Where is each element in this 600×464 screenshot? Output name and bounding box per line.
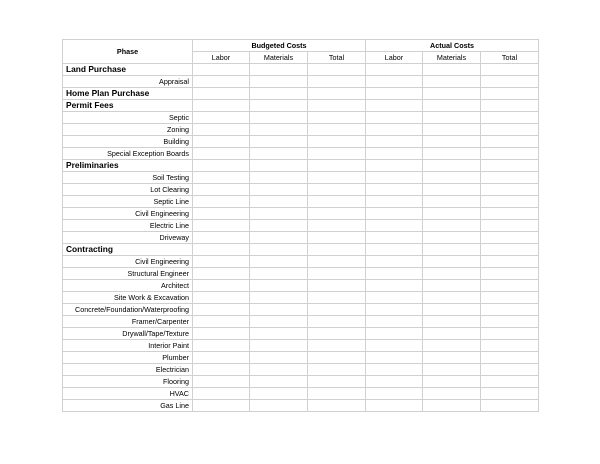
budgeted-total-cell[interactable]	[308, 76, 366, 88]
table-row	[63, 136, 539, 148]
actual-labor-cell[interactable]	[366, 280, 423, 292]
actual-materials-cell[interactable]	[423, 220, 481, 232]
actual-materials-cell[interactable]	[423, 64, 481, 76]
phase-item-cell[interactable]: Building	[63, 136, 193, 148]
phase-item-cell[interactable]: Electric Line	[63, 220, 193, 232]
actual-total-cell[interactable]	[481, 232, 539, 244]
phase-item-cell[interactable]: Site Work & Excavation	[63, 292, 193, 304]
budgeted-total-cell[interactable]	[308, 376, 366, 388]
budgeted-costs-header[interactable]: Budgeted Costs	[193, 40, 366, 52]
phase-item-cell[interactable]: Electrician	[63, 364, 193, 376]
actual-total-cell[interactable]	[481, 244, 539, 256]
phase-item-cell[interactable]: Plumber	[63, 352, 193, 364]
actual-total-cell[interactable]	[481, 100, 539, 112]
budgeted-labor-cell[interactable]	[193, 304, 250, 316]
actual-materials-cell[interactable]	[423, 400, 481, 412]
budgeted-total-cell[interactable]	[308, 328, 366, 340]
actual-total-cell[interactable]	[481, 340, 539, 352]
budgeted-labor-cell[interactable]	[193, 376, 250, 388]
budgeted-total-cell[interactable]	[308, 340, 366, 352]
budgeted-materials-cell[interactable]	[250, 376, 308, 388]
budgeted-materials-cell[interactable]	[250, 340, 308, 352]
sheet-body	[63, 40, 539, 412]
budgeted-labor-cell[interactable]	[193, 292, 250, 304]
budgeted-labor-cell[interactable]	[193, 364, 250, 376]
group-header-row	[63, 40, 539, 52]
budgeted-materials-cell[interactable]	[250, 76, 308, 88]
table-row	[63, 400, 539, 412]
actual-labor-cell[interactable]	[366, 244, 423, 256]
budgeted-labor-cell[interactable]	[193, 340, 250, 352]
budgeted-materials-cell[interactable]	[250, 256, 308, 268]
actual-labor-cell[interactable]	[366, 352, 423, 364]
section-row	[63, 160, 539, 172]
budgeted-total-cell[interactable]	[308, 88, 366, 100]
budgeted-labor-cell[interactable]	[193, 88, 250, 100]
budgeted-total-cell[interactable]	[308, 100, 366, 112]
table-row	[63, 112, 539, 124]
actual-materials-cell[interactable]	[423, 136, 481, 148]
actual-materials-cell[interactable]	[423, 388, 481, 400]
actual-total-cell[interactable]	[481, 172, 539, 184]
phase-item-cell[interactable]: Septic	[63, 112, 193, 124]
table-row	[63, 172, 539, 184]
table-row	[63, 280, 539, 292]
actual-materials-cell[interactable]	[423, 364, 481, 376]
actual-total-cell[interactable]	[481, 292, 539, 304]
budgeted-labor-cell[interactable]	[193, 256, 250, 268]
table-row	[63, 148, 539, 160]
table-row	[63, 208, 539, 220]
phase-item-cell[interactable]: Appraisal	[63, 76, 193, 88]
budgeted-total-cell[interactable]	[308, 388, 366, 400]
section-row	[63, 244, 539, 256]
actual-labor-cell[interactable]	[366, 364, 423, 376]
actual-labor-cell[interactable]	[366, 400, 423, 412]
actual-labor-cell[interactable]	[366, 256, 423, 268]
budgeted-materials-cell[interactable]	[250, 172, 308, 184]
table-row	[63, 316, 539, 328]
actual-total-cell[interactable]	[481, 160, 539, 172]
actual-materials-cell[interactable]	[423, 256, 481, 268]
budgeted-labor-cell[interactable]	[193, 136, 250, 148]
actual-total-cell[interactable]	[481, 196, 539, 208]
actual-labor-cell[interactable]	[366, 136, 423, 148]
actual-labor-cell[interactable]	[366, 232, 423, 244]
phase-item-cell[interactable]: Flooring	[63, 376, 193, 388]
actual-materials-cell[interactable]	[423, 340, 481, 352]
phase-item-cell[interactable]: Septic Line	[63, 196, 193, 208]
budgeted-labor-cell[interactable]	[193, 232, 250, 244]
actual-total-cell[interactable]	[481, 364, 539, 376]
actual-labor-cell[interactable]	[366, 64, 423, 76]
table-row	[63, 304, 539, 316]
actual-total-cell[interactable]	[481, 208, 539, 220]
budgeted-total-cell[interactable]	[308, 160, 366, 172]
section-label-cell[interactable]: Contracting	[63, 244, 193, 256]
table-row	[63, 352, 539, 364]
budgeted-materials-cell[interactable]	[250, 316, 308, 328]
table-row	[63, 328, 539, 340]
actual-total-cell[interactable]	[481, 124, 539, 136]
phase-item-cell[interactable]: Architect	[63, 280, 193, 292]
budgeted-materials-cell[interactable]	[250, 208, 308, 220]
actual-total-cell[interactable]	[481, 148, 539, 160]
budgeted-labor-cell[interactable]	[193, 64, 250, 76]
budgeted-total-cell[interactable]	[308, 64, 366, 76]
budgeted-total-cell[interactable]	[308, 220, 366, 232]
phase-item-cell[interactable]: Structural Engineer	[63, 268, 193, 280]
actual-labor-cell[interactable]	[366, 112, 423, 124]
budgeted-total-cell[interactable]	[308, 244, 366, 256]
actual-materials-header[interactable]: Materials	[423, 52, 481, 64]
phase-item-cell[interactable]: Concrete/Foundation/Waterproofing	[63, 304, 193, 316]
actual-materials-cell[interactable]	[423, 328, 481, 340]
budgeted-materials-cell[interactable]	[250, 184, 308, 196]
actual-total-cell[interactable]	[481, 400, 539, 412]
budgeted-materials-header[interactable]: Materials	[250, 52, 308, 64]
budgeted-materials-cell[interactable]	[250, 232, 308, 244]
actual-materials-cell[interactable]	[423, 280, 481, 292]
actual-labor-cell[interactable]	[366, 148, 423, 160]
phase-header[interactable]: Phase	[63, 40, 193, 64]
phase-item-cell[interactable]: Lot Clearing	[63, 184, 193, 196]
phase-item-cell[interactable]: Civil Engineering	[63, 256, 193, 268]
budgeted-materials-cell[interactable]	[250, 328, 308, 340]
actual-total-cell[interactable]	[481, 316, 539, 328]
budgeted-labor-cell[interactable]	[193, 148, 250, 160]
budgeted-materials-cell[interactable]	[250, 292, 308, 304]
budgeted-total-cell[interactable]	[308, 316, 366, 328]
actual-total-cell[interactable]	[481, 88, 539, 100]
actual-total-cell[interactable]	[481, 112, 539, 124]
actual-costs-header[interactable]: Actual Costs	[366, 40, 539, 52]
actual-labor-cell[interactable]	[366, 376, 423, 388]
budgeted-labor-cell[interactable]	[193, 220, 250, 232]
actual-materials-cell[interactable]	[423, 352, 481, 364]
cost-sheet	[62, 39, 539, 412]
section-label-cell[interactable]: Land Purchase	[63, 64, 193, 76]
budgeted-total-cell[interactable]	[308, 148, 366, 160]
actual-materials-cell[interactable]	[423, 148, 481, 160]
budgeted-labor-cell[interactable]	[193, 388, 250, 400]
actual-labor-cell[interactable]	[366, 172, 423, 184]
actual-total-cell[interactable]	[481, 280, 539, 292]
section-label-cell[interactable]: Home Plan Purchase	[63, 88, 193, 100]
actual-labor-cell[interactable]	[366, 388, 423, 400]
budgeted-total-cell[interactable]	[308, 136, 366, 148]
budgeted-materials-cell[interactable]	[250, 148, 308, 160]
actual-materials-cell[interactable]	[423, 268, 481, 280]
budgeted-labor-cell[interactable]	[193, 400, 250, 412]
actual-labor-cell[interactable]	[366, 208, 423, 220]
budgeted-materials-cell[interactable]	[250, 244, 308, 256]
actual-labor-cell[interactable]	[366, 316, 423, 328]
budgeted-total-cell[interactable]	[308, 364, 366, 376]
phase-item-cell[interactable]: Zoning	[63, 124, 193, 136]
table-row	[63, 364, 539, 376]
budgeted-total-cell[interactable]	[308, 208, 366, 220]
budgeted-labor-cell[interactable]	[193, 112, 250, 124]
actual-labor-cell[interactable]	[366, 88, 423, 100]
budgeted-materials-cell[interactable]	[250, 196, 308, 208]
actual-total-header[interactable]: Total	[481, 52, 539, 64]
phase-item-cell[interactable]: Driveway	[63, 232, 193, 244]
actual-total-cell[interactable]	[481, 388, 539, 400]
budgeted-labor-header[interactable]: Labor	[193, 52, 250, 64]
budgeted-labor-cell[interactable]	[193, 100, 250, 112]
actual-materials-cell[interactable]	[423, 124, 481, 136]
budgeted-materials-cell[interactable]	[250, 124, 308, 136]
actual-materials-cell[interactable]	[423, 376, 481, 388]
phase-item-cell[interactable]: Gas Line	[63, 400, 193, 412]
budgeted-labor-cell[interactable]	[193, 280, 250, 292]
phase-item-cell[interactable]: HVAC	[63, 388, 193, 400]
budgeted-labor-cell[interactable]	[193, 196, 250, 208]
actual-labor-cell[interactable]	[366, 292, 423, 304]
actual-labor-cell[interactable]	[366, 160, 423, 172]
budgeted-total-cell[interactable]	[308, 112, 366, 124]
budgeted-labor-cell[interactable]	[193, 208, 250, 220]
budgeted-total-cell[interactable]	[308, 172, 366, 184]
actual-total-cell[interactable]	[481, 220, 539, 232]
budgeted-labor-cell[interactable]	[193, 244, 250, 256]
table-row	[63, 76, 539, 88]
actual-labor-cell[interactable]	[366, 196, 423, 208]
table-row	[63, 340, 539, 352]
budgeted-materials-cell[interactable]	[250, 352, 308, 364]
budgeted-total-cell[interactable]	[308, 400, 366, 412]
budgeted-total-cell[interactable]	[308, 124, 366, 136]
section-label-cell[interactable]: Preliminaries	[63, 160, 193, 172]
table-row	[63, 184, 539, 196]
budgeted-materials-cell[interactable]	[250, 64, 308, 76]
budgeted-materials-cell[interactable]	[250, 268, 308, 280]
table-row	[63, 124, 539, 136]
actual-labor-header[interactable]: Labor	[366, 52, 423, 64]
budgeted-total-cell[interactable]	[308, 268, 366, 280]
actual-labor-cell[interactable]	[366, 220, 423, 232]
budgeted-materials-cell[interactable]	[250, 220, 308, 232]
table-row	[63, 388, 539, 400]
actual-total-cell[interactable]	[481, 304, 539, 316]
actual-labor-cell[interactable]	[366, 184, 423, 196]
actual-total-cell[interactable]	[481, 256, 539, 268]
actual-materials-cell[interactable]	[423, 112, 481, 124]
actual-materials-cell[interactable]	[423, 316, 481, 328]
actual-total-cell[interactable]	[481, 352, 539, 364]
budgeted-labor-cell[interactable]	[193, 124, 250, 136]
actual-labor-cell[interactable]	[366, 76, 423, 88]
actual-labor-cell[interactable]	[366, 340, 423, 352]
phase-item-cell[interactable]: Drywall/Tape/Texture	[63, 328, 193, 340]
table-row	[63, 376, 539, 388]
actual-materials-cell[interactable]	[423, 160, 481, 172]
budgeted-total-cell[interactable]	[308, 280, 366, 292]
actual-materials-cell[interactable]	[423, 208, 481, 220]
actual-total-cell[interactable]	[481, 328, 539, 340]
actual-materials-cell[interactable]	[423, 76, 481, 88]
table-row	[63, 232, 539, 244]
budgeted-materials-cell[interactable]	[250, 160, 308, 172]
table-row	[63, 256, 539, 268]
actual-materials-cell[interactable]	[423, 304, 481, 316]
actual-materials-cell[interactable]	[423, 292, 481, 304]
actual-total-cell[interactable]	[481, 136, 539, 148]
budgeted-materials-cell[interactable]	[250, 304, 308, 316]
budgeted-materials-cell[interactable]	[250, 364, 308, 376]
actual-labor-cell[interactable]	[366, 124, 423, 136]
actual-total-cell[interactable]	[481, 268, 539, 280]
budgeted-labor-cell[interactable]	[193, 76, 250, 88]
phase-item-cell[interactable]: Framer/Carpenter	[63, 316, 193, 328]
actual-materials-cell[interactable]	[423, 244, 481, 256]
budgeted-materials-cell[interactable]	[250, 88, 308, 100]
budgeted-materials-cell[interactable]	[250, 112, 308, 124]
phase-item-cell[interactable]: Special Exception Boards	[63, 148, 193, 160]
budgeted-labor-cell[interactable]	[193, 328, 250, 340]
actual-total-cell[interactable]	[481, 184, 539, 196]
budgeted-total-header[interactable]: Total	[308, 52, 366, 64]
actual-total-cell[interactable]	[481, 76, 539, 88]
budgeted-materials-cell[interactable]	[250, 280, 308, 292]
table-row	[63, 268, 539, 280]
actual-labor-cell[interactable]	[366, 100, 423, 112]
budgeted-materials-cell[interactable]	[250, 136, 308, 148]
actual-labor-cell[interactable]	[366, 304, 423, 316]
budgeted-labor-cell[interactable]	[193, 316, 250, 328]
table-row	[63, 292, 539, 304]
actual-total-cell[interactable]	[481, 376, 539, 388]
budgeted-total-cell[interactable]	[308, 184, 366, 196]
budgeted-labor-cell[interactable]	[193, 172, 250, 184]
budgeted-materials-cell[interactable]	[250, 388, 308, 400]
phase-item-cell[interactable]: Interior Paint	[63, 340, 193, 352]
budgeted-materials-cell[interactable]	[250, 400, 308, 412]
actual-materials-cell[interactable]	[423, 232, 481, 244]
budgeted-total-cell[interactable]	[308, 292, 366, 304]
phase-item-cell[interactable]: Civil Engineering	[63, 208, 193, 220]
actual-total-cell[interactable]	[481, 64, 539, 76]
budgeted-labor-cell[interactable]	[193, 160, 250, 172]
actual-materials-cell[interactable]	[423, 196, 481, 208]
budgeted-total-cell[interactable]	[308, 196, 366, 208]
actual-materials-cell[interactable]	[423, 100, 481, 112]
phase-item-cell[interactable]: Soil Testing	[63, 172, 193, 184]
section-row	[63, 100, 539, 112]
budgeted-total-cell[interactable]	[308, 352, 366, 364]
budgeted-total-cell[interactable]	[308, 256, 366, 268]
section-row	[63, 88, 539, 100]
actual-materials-cell[interactable]	[423, 172, 481, 184]
table-row	[63, 220, 539, 232]
budgeted-total-cell[interactable]	[308, 232, 366, 244]
budgeted-labor-cell[interactable]	[193, 352, 250, 364]
actual-labor-cell[interactable]	[366, 328, 423, 340]
budgeted-materials-cell[interactable]	[250, 100, 308, 112]
budgeted-labor-cell[interactable]	[193, 184, 250, 196]
budgeted-labor-cell[interactable]	[193, 268, 250, 280]
actual-materials-cell[interactable]	[423, 184, 481, 196]
section-label-cell[interactable]: Permit Fees	[63, 100, 193, 112]
actual-materials-cell[interactable]	[423, 88, 481, 100]
actual-labor-cell[interactable]	[366, 268, 423, 280]
table-row	[63, 196, 539, 208]
budgeted-total-cell[interactable]	[308, 304, 366, 316]
section-row	[63, 64, 539, 76]
